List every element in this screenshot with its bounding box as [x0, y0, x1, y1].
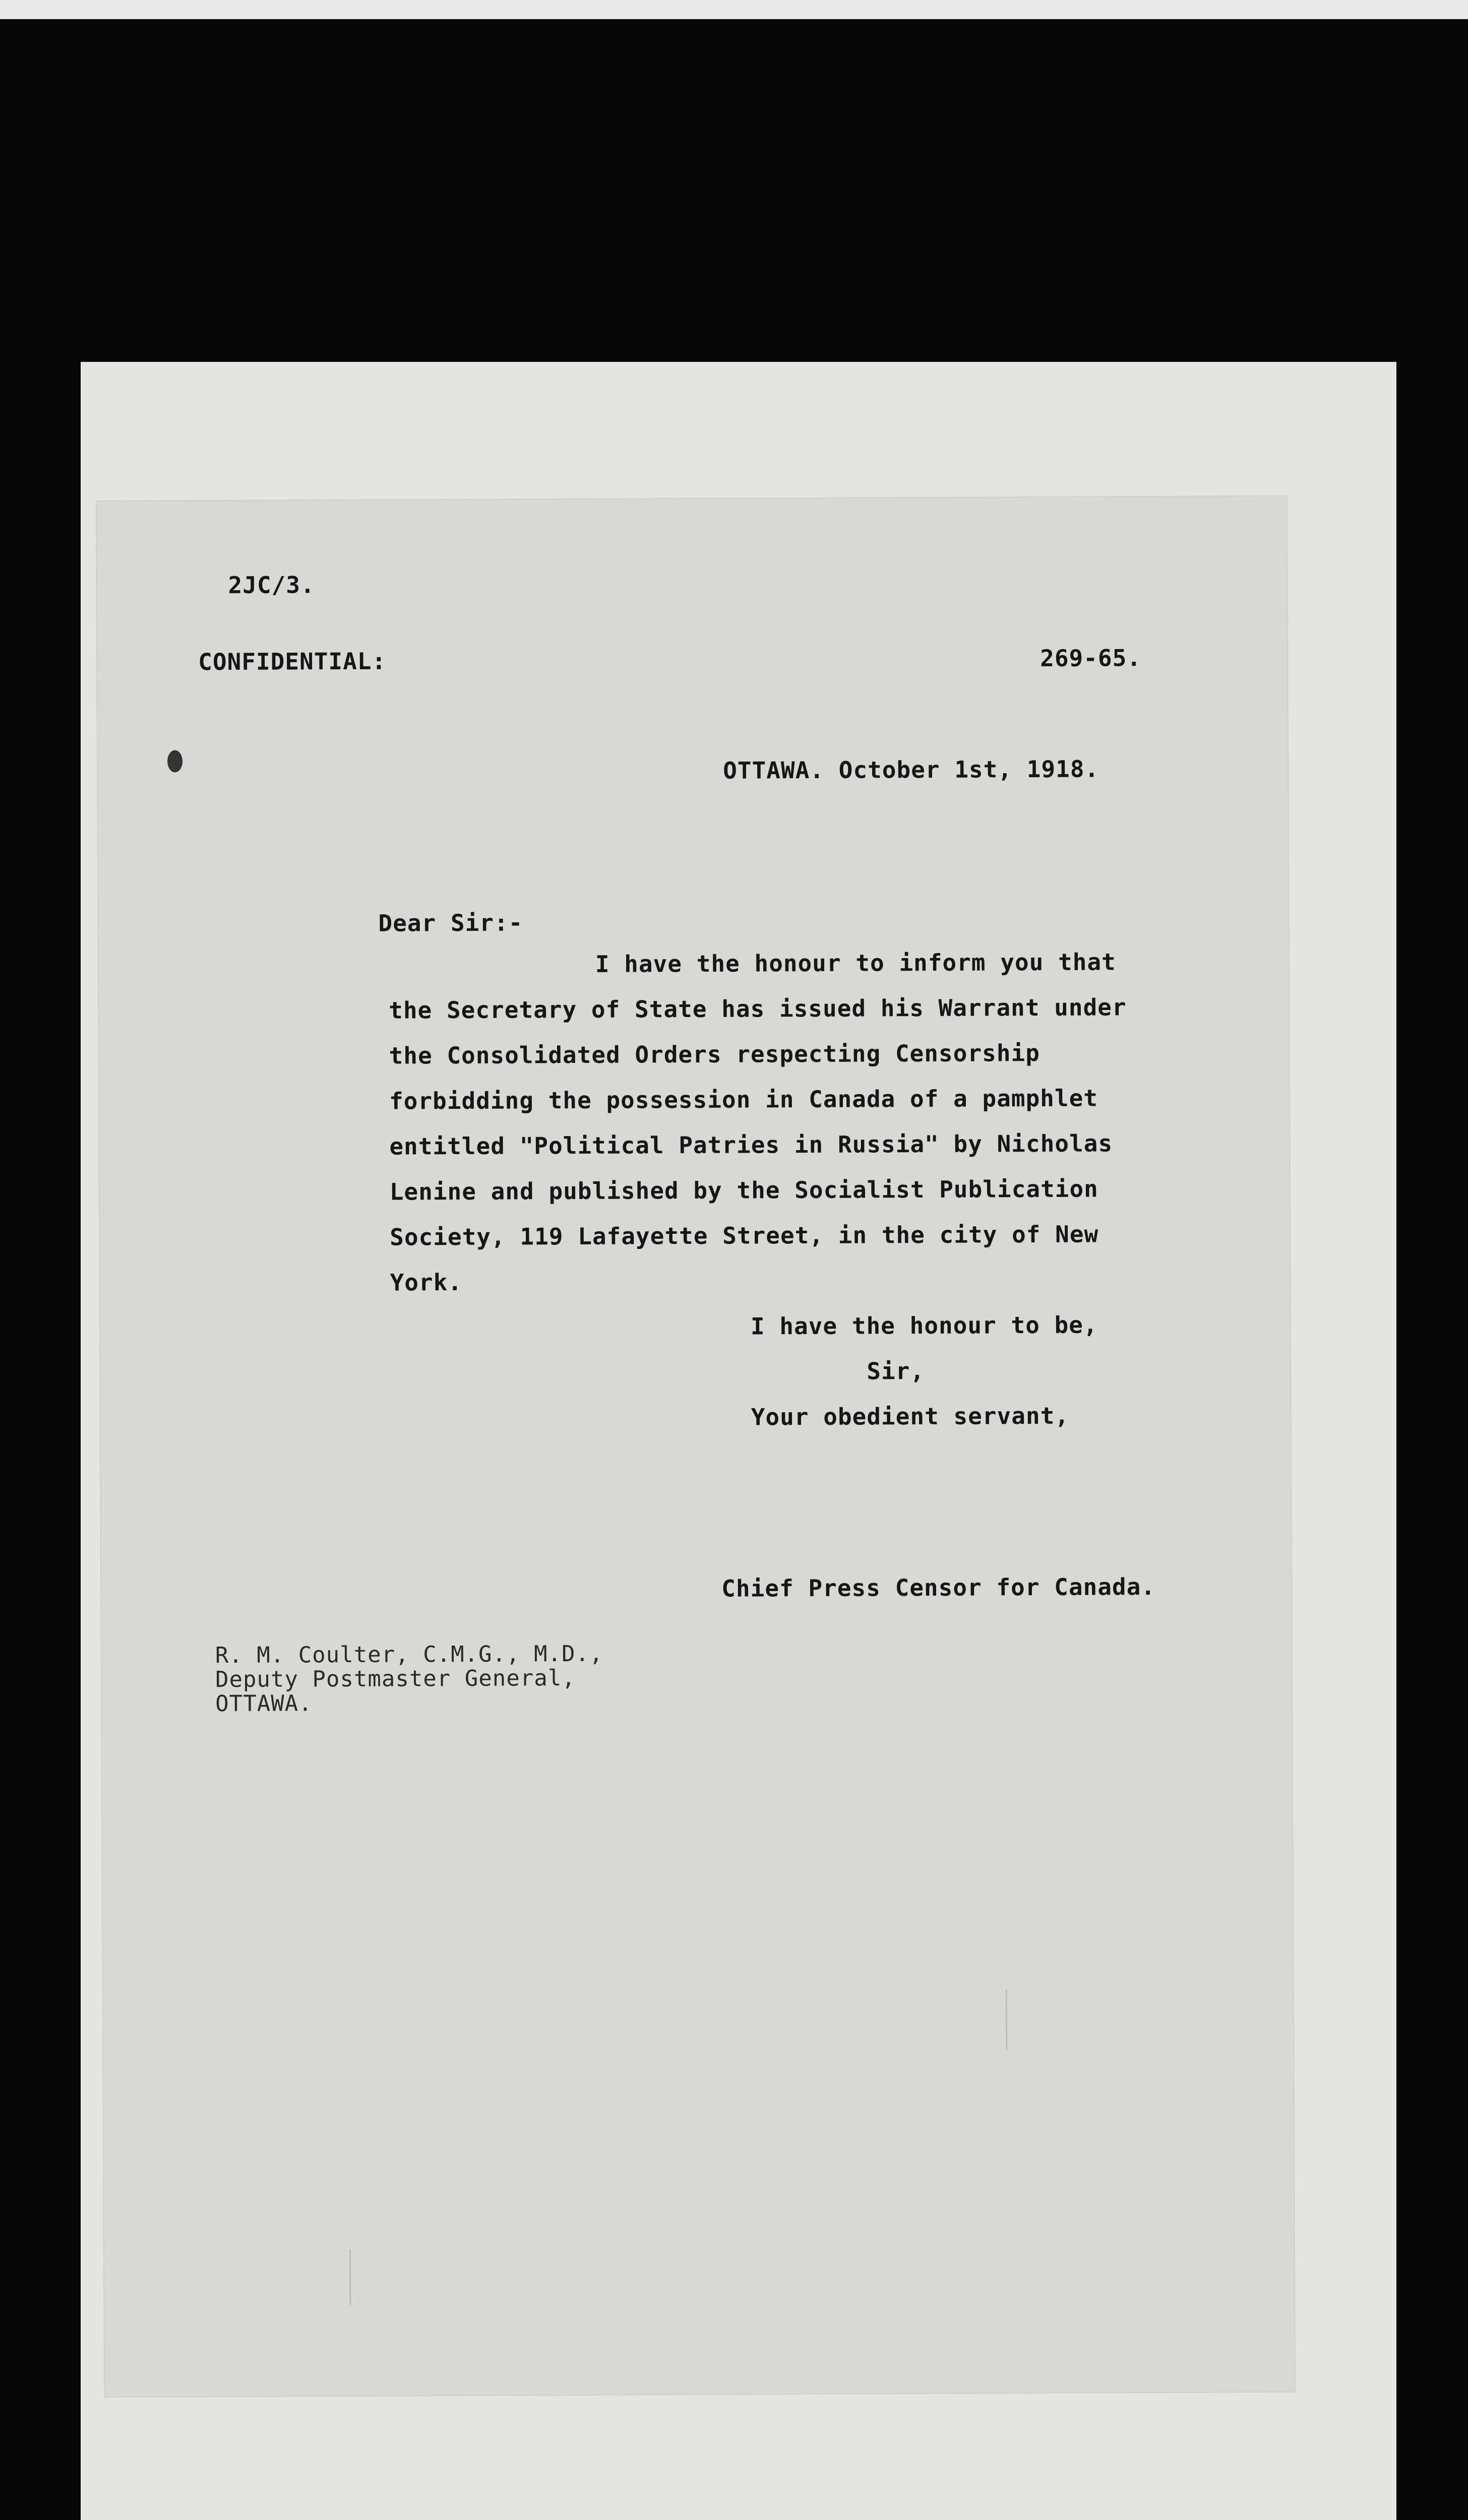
letter-reference: 2JC/3. [228, 571, 315, 599]
letter-sheet [97, 496, 1295, 2397]
letter-body-line: York. [390, 1269, 463, 1296]
letter-signature-title: Chief Press Censor for Canada. [721, 1573, 1156, 1602]
letter-classification: CONFIDENTIAL: [198, 647, 387, 676]
letter-closing-servant: Your obedient servant, [751, 1402, 1070, 1431]
scan-top-strip [0, 0, 1468, 19]
letter-salutation: Dear Sir:- [378, 909, 523, 937]
letter-body-line: the Secretary of State has issued his Warrant under [389, 993, 1127, 1024]
letter-addressee-line: R. M. Coulter, C.M.G., M.D., [215, 1641, 603, 1669]
letter-body-line: Lenine and published by the Socialist Publication [389, 1175, 1098, 1206]
letter-body-line: the Consolidated Orders respecting Censorship [389, 1039, 1040, 1069]
paper-crease [349, 2249, 351, 2305]
punch-hole-mark [167, 750, 182, 772]
letter-body-line: entitled "Political Patries in Russia" by Nicholas [389, 1129, 1113, 1160]
letter-body-line: I have the honour to inform you that [595, 948, 1116, 978]
letter-body-line: forbidding the possession in Canada of a pamphlet [389, 1084, 1098, 1115]
letter-closing: I have the honour to be, [750, 1311, 1098, 1340]
paper-crease [1006, 1989, 1008, 2050]
letter-addressee-line: OTTAWA. [215, 1690, 313, 1717]
letter-addressee-line: Deputy Postmaster General, [215, 1665, 576, 1693]
letter-place-date: OTTAWA. October 1st, 1918. [723, 755, 1099, 784]
letter-closing-sir: Sir, [867, 1357, 925, 1385]
letter-file-number: 269-65. [1040, 644, 1142, 672]
letter-body-line: Society, 119 Lafayette Street, in the city of New [390, 1220, 1099, 1251]
